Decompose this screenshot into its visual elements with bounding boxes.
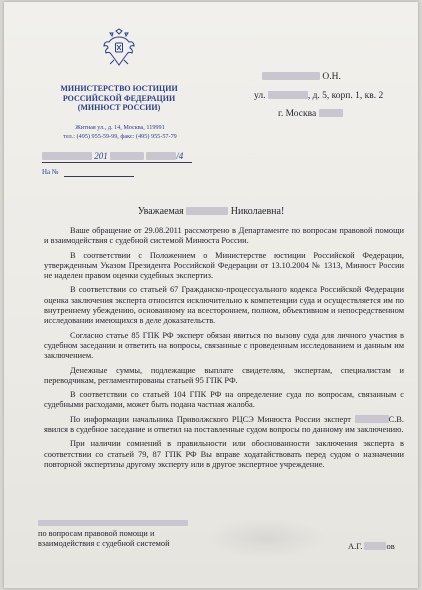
signature-smudge (206, 518, 326, 558)
reply-to-label: На № (42, 168, 59, 176)
paragraph-3: В соответствии со статьей 67 Гражданско-процессуального кодекса Российской Федерации оценка заключения эксперта относится исключительно к компетенции суда и осуществляется им по внутреннему убеждению, основанному на всестороннем, полном, объективном и непосредственном исследовании имеющихся в деле доказательств. (44, 285, 404, 326)
reply-to-line (64, 176, 134, 177)
recipient-name: О.Н. (322, 72, 341, 82)
redaction-block (186, 207, 228, 215)
signatory-line1: по вопросам правовой помощи и (38, 528, 155, 538)
ministry-line2: РОССИЙСКОЙ ФЕДЕРАЦИИ (62, 93, 176, 103)
paragraph-1: Ваше обращение от 29.08.2011 рассмотрено в Департаменте по вопросам правовой помощи и взаимодействия с судебной системой Минюста России. (44, 226, 404, 246)
recipient-block: О.Н. ул. , д. 5, корп. 1, кв. 2 г. Москва (254, 72, 384, 119)
redaction-block (38, 520, 188, 526)
redaction-block (146, 152, 176, 160)
ministry-name (54, 84, 184, 113)
signatory-name: А.Г. ов (348, 541, 395, 551)
address-line1: Житная ул., д. 14, Москва, 119991 (75, 124, 165, 131)
paragraph-7: По информации начальника Приволжского РЦСЭ Минюста России эксперт С.В. явился в судебное заседание и ответил на поставленные судом вопросы по данному им заключению. (44, 414, 404, 435)
greeting: Уважаемая Николаевна! (137, 206, 285, 217)
recipient-city: г. Москва (278, 109, 317, 119)
ministry-line1: МИНИСТЕРСТВО ЮСТИЦИИ (60, 84, 178, 93)
paragraph-4: Согласно статье 85 ГПК РФ эксперт обязан явиться по вызову суда для личного участия в судебном заседании и ответить на вопросы, связанные с проведенным исследованием и данным им заключением. (44, 330, 404, 361)
letter-body (44, 226, 404, 474)
redaction-block (355, 415, 389, 423)
signatory-title (38, 518, 218, 550)
ministry-line3: (МИНЮСТ РОССИИ) (77, 103, 161, 112)
redaction-block (110, 152, 144, 160)
paragraph-6: В соответствии со статьей 104 ГПК РФ на определение суда по вопросам, связанным с судебными расходами, может быть подана частная жалоба. (44, 390, 404, 410)
recipient-street-label: ул. (254, 90, 266, 101)
signatory-line2: взаимодействия с судебной системой (38, 539, 170, 548)
redaction-block (319, 109, 343, 117)
redaction-block (268, 91, 308, 99)
letter-page (4, 2, 418, 588)
redaction-block (262, 72, 320, 80)
ministry-address (54, 124, 186, 141)
registration-number: 201 /4 (42, 151, 183, 161)
coat-of-arms-icon (102, 28, 136, 68)
paragraph-5: Денежные суммы, подлежащие выплате свидетелям, экспертам, специалистам и переводчикам, регламентированы статьей 95 ГПК РФ. (44, 365, 404, 385)
redaction-block (364, 542, 386, 550)
registration-number-line (42, 150, 192, 163)
paragraph-2: В соответствии с Положением о Министерстве юстиции Российской Федерации, утвержденным Указом Президента Российской Федерации от 13.10.2004 № 1313, Минюст России не наделен правом оценки судебных экспертиз. (44, 250, 404, 281)
redaction-block (42, 152, 92, 160)
paragraph-8: При наличии сомнений в правильности или обоснованности заключения эксперта в соответствии со статьей 79, 87 ГПК РФ Вы вправе ходатайствовать перед судом о назначении повторной экспертизы другому эксперту или в другое экспертное учреждение. (44, 439, 404, 469)
address-line2: тел.: (495) 955-59-99, факс: (495) 955-57-79 (63, 132, 177, 140)
